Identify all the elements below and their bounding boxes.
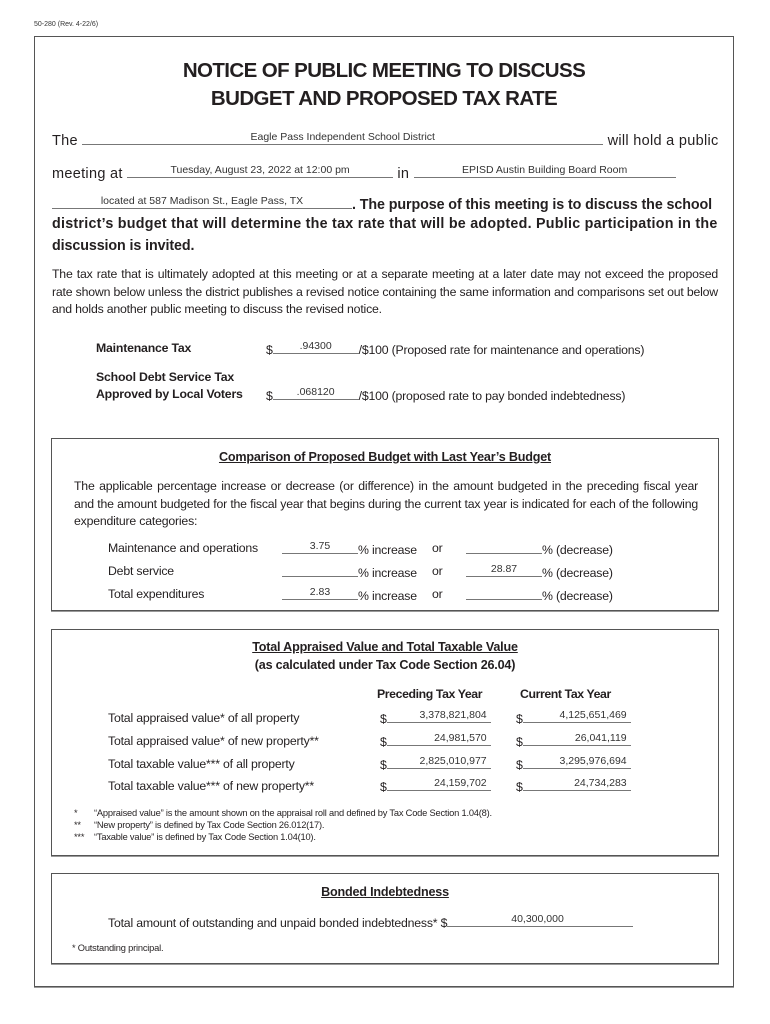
value: 24,981,570 [434, 732, 487, 744]
row-label: Maintenance and operations [108, 541, 258, 555]
debt-tax-row [266, 387, 625, 403]
total-increase-value: 2.83 [309, 586, 331, 598]
bonded-title: Bonded Indebtedness [321, 885, 449, 899]
preceding-cell: $ 2,825,010,977 [380, 755, 491, 772]
district-value: Eagle Pass Independent School District [250, 131, 435, 143]
location-field[interactable] [52, 194, 352, 209]
appraised-row-label: Total appraised value* of all property [108, 711, 300, 725]
value: 3,295,976,694 [559, 755, 627, 767]
bonded-indebtedness-section [51, 873, 719, 964]
comparison-description: The applicable percentage increase or decrease (or difference) in the amount budgeted in the preceding fiscal year and the amount budgeted for the fiscal year that begins during the current tax year is indicated for each of the following expenditure categories: [74, 479, 698, 528]
intro-line-1 [52, 130, 719, 149]
maintenance-rate-value: .94300 [299, 340, 332, 352]
preceding-cell: $ 24,981,570 [380, 732, 491, 749]
mo-increase-field[interactable] [282, 541, 358, 554]
current-cell: $ 26,041,119 [516, 732, 631, 749]
current-new-taxable-field[interactable] [523, 777, 631, 791]
value: 24,159,702 [434, 777, 487, 789]
preceding-all-appraised-field[interactable] [387, 709, 491, 723]
comparison-row [108, 587, 204, 601]
intro-line-2 [52, 163, 676, 182]
title-line-2: BUDGET AND PROPOSED TAX RATE [210, 87, 558, 110]
decrease-label: % (decrease) [542, 543, 613, 557]
or-label: or [432, 541, 443, 555]
budget-comparison-section [51, 438, 719, 611]
in-label: in [397, 166, 410, 182]
dollar-sign: $ [266, 343, 273, 357]
row-label: Debt service [108, 564, 174, 578]
value: 3,378,821,804 [419, 709, 487, 721]
appraised-row-label: Total appraised value* of new property** [108, 734, 319, 748]
title-line-1: NOTICE OF PUBLIC MEETING TO DISCUSS [182, 59, 586, 82]
debt-decrease-value: 28.87 [490, 563, 518, 575]
purpose-text-1: . The purpose of this meeting is to discuss the school [352, 197, 713, 213]
the-label: The [52, 133, 78, 149]
meeting-at-label: meeting at [52, 166, 123, 182]
location-value: located at 587 Madison St., Eagle Pass, TX [100, 195, 304, 207]
value: 26,041,119 [574, 732, 627, 744]
appraised-row-label: Total taxable value*** of all property [108, 757, 295, 771]
maintenance-rate-field[interactable] [273, 341, 359, 354]
preceding-cell: $ 24,159,702 [380, 777, 491, 794]
comparison-row-decrease [466, 541, 613, 557]
appraised-value-section [51, 629, 719, 856]
appraised-subtitle: (as calculated under Tax Code Section 26.04) [254, 658, 516, 672]
maintenance-tax-row [266, 341, 644, 357]
bonded-footnote: * Outstanding principal. [72, 943, 164, 953]
total-increase-field[interactable] [282, 587, 358, 600]
current-all-appraised-field[interactable] [523, 709, 631, 723]
increase-label: % increase [358, 566, 417, 580]
purpose-text-3: discussion is invited. [52, 238, 195, 254]
maintenance-rate-desc: /$100 (Proposed rate for maintenance and operations) [358, 343, 645, 357]
page-title [35, 57, 733, 113]
datetime-field[interactable] [127, 163, 393, 178]
maintenance-tax-label: Maintenance Tax [96, 341, 192, 355]
form-number: 50-280 (Rev. 4-22/6) [34, 21, 99, 28]
comparison-row [108, 564, 174, 578]
preceding-cell: $ 3,378,821,804 [380, 709, 491, 726]
comparison-row-decrease [466, 587, 613, 603]
comparison-row-increase [282, 541, 417, 557]
total-decrease-field[interactable] [466, 587, 542, 600]
mo-decrease-field[interactable] [466, 541, 542, 554]
debt-decrease-field[interactable] [466, 564, 542, 577]
debt-increase-field[interactable] [282, 564, 358, 577]
preceding-new-appraised-field[interactable] [387, 732, 491, 746]
current-new-appraised-field[interactable] [523, 732, 631, 746]
comparison-row-increase [282, 587, 417, 603]
datetime-value: Tuesday, August 23, 2022 at 12:00 pm [170, 164, 350, 176]
purpose-text-2: district’s budget that will determine the tax rate that will be adopted. Public participation in the [52, 216, 718, 232]
dollar-sign: $ [440, 916, 448, 930]
intro-line-3 [52, 194, 712, 213]
col-header-current: Current Tax Year [520, 687, 611, 701]
col-header-preceding: Preceding Tax Year [377, 687, 483, 701]
footnote: *** “Taxable value” is defined by Tax Code Section 1.04(10). [74, 832, 316, 842]
room-field[interactable] [414, 163, 676, 178]
comparison-row [108, 541, 258, 555]
bonded-label: Total amount of outstanding and unpaid bonded indebtedness* [108, 916, 438, 930]
notice-form [34, 36, 734, 987]
preceding-new-taxable-field[interactable] [387, 777, 491, 791]
will-hold-label: will hold a public [607, 133, 719, 149]
current-cell: $ 4,125,651,469 [516, 709, 631, 726]
bonded-row [108, 913, 633, 930]
appraised-row-label: Total taxable value*** of new property** [108, 779, 314, 793]
debt-rate-field[interactable] [273, 387, 359, 400]
appraised-title: Total Appraised Value and Total Taxable Value [252, 640, 518, 654]
debt-tax-label-1: School Debt Service Tax [96, 370, 235, 384]
current-all-taxable-field[interactable] [523, 755, 631, 769]
footnote: ** “New property” is defined by Tax Code Section 26.012(17). [74, 820, 325, 830]
dollar-sign: $ [266, 389, 273, 403]
bonded-amount-field[interactable] [447, 913, 633, 927]
or-label: or [432, 564, 443, 578]
debt-rate-value: .068120 [296, 386, 335, 398]
increase-label: % increase [358, 589, 417, 603]
bonded-amount-value: 40,300,000 [511, 913, 564, 925]
comparison-row-decrease [466, 564, 613, 580]
mo-increase-value: 3.75 [309, 540, 331, 552]
debt-tax-label-2: Approved by Local Voters [96, 387, 243, 401]
increase-label: % increase [358, 543, 417, 557]
footnote: * “Appraised value” is the amount shown on the appraisal roll and defined by Tax Code Section 1.04(8). [74, 808, 492, 818]
disclaimer-text: The tax rate that is ultimately adopted at this meeting or at a separate meeting at a later date may not exceed the proposed rate shown below unless the district publishes a revised notice containing the same information and comparisons set out below and holds another public meeting to discuss the revised notice. [52, 267, 718, 316]
comparison-title: Comparison of Proposed Budget with Last Year’s Budget [218, 450, 552, 464]
or-label: or [432, 587, 443, 601]
room-value: EPISD Austin Building Board Room [462, 164, 628, 176]
comparison-row-increase [282, 564, 417, 580]
debt-rate-desc: /$100 (proposed rate to pay bonded indebtedness) [358, 389, 626, 403]
district-field[interactable] [82, 130, 603, 145]
row-label: Total expenditures [108, 587, 205, 601]
preceding-all-taxable-field[interactable] [387, 755, 491, 769]
decrease-label: % (decrease) [542, 589, 613, 603]
current-cell: $ 24,734,283 [516, 777, 631, 794]
value: 4,125,651,469 [559, 709, 627, 721]
current-cell: $ 3,295,976,694 [516, 755, 631, 772]
value: 2,825,010,977 [419, 755, 487, 767]
value: 24,734,283 [574, 777, 627, 789]
decrease-label: % (decrease) [542, 566, 613, 580]
